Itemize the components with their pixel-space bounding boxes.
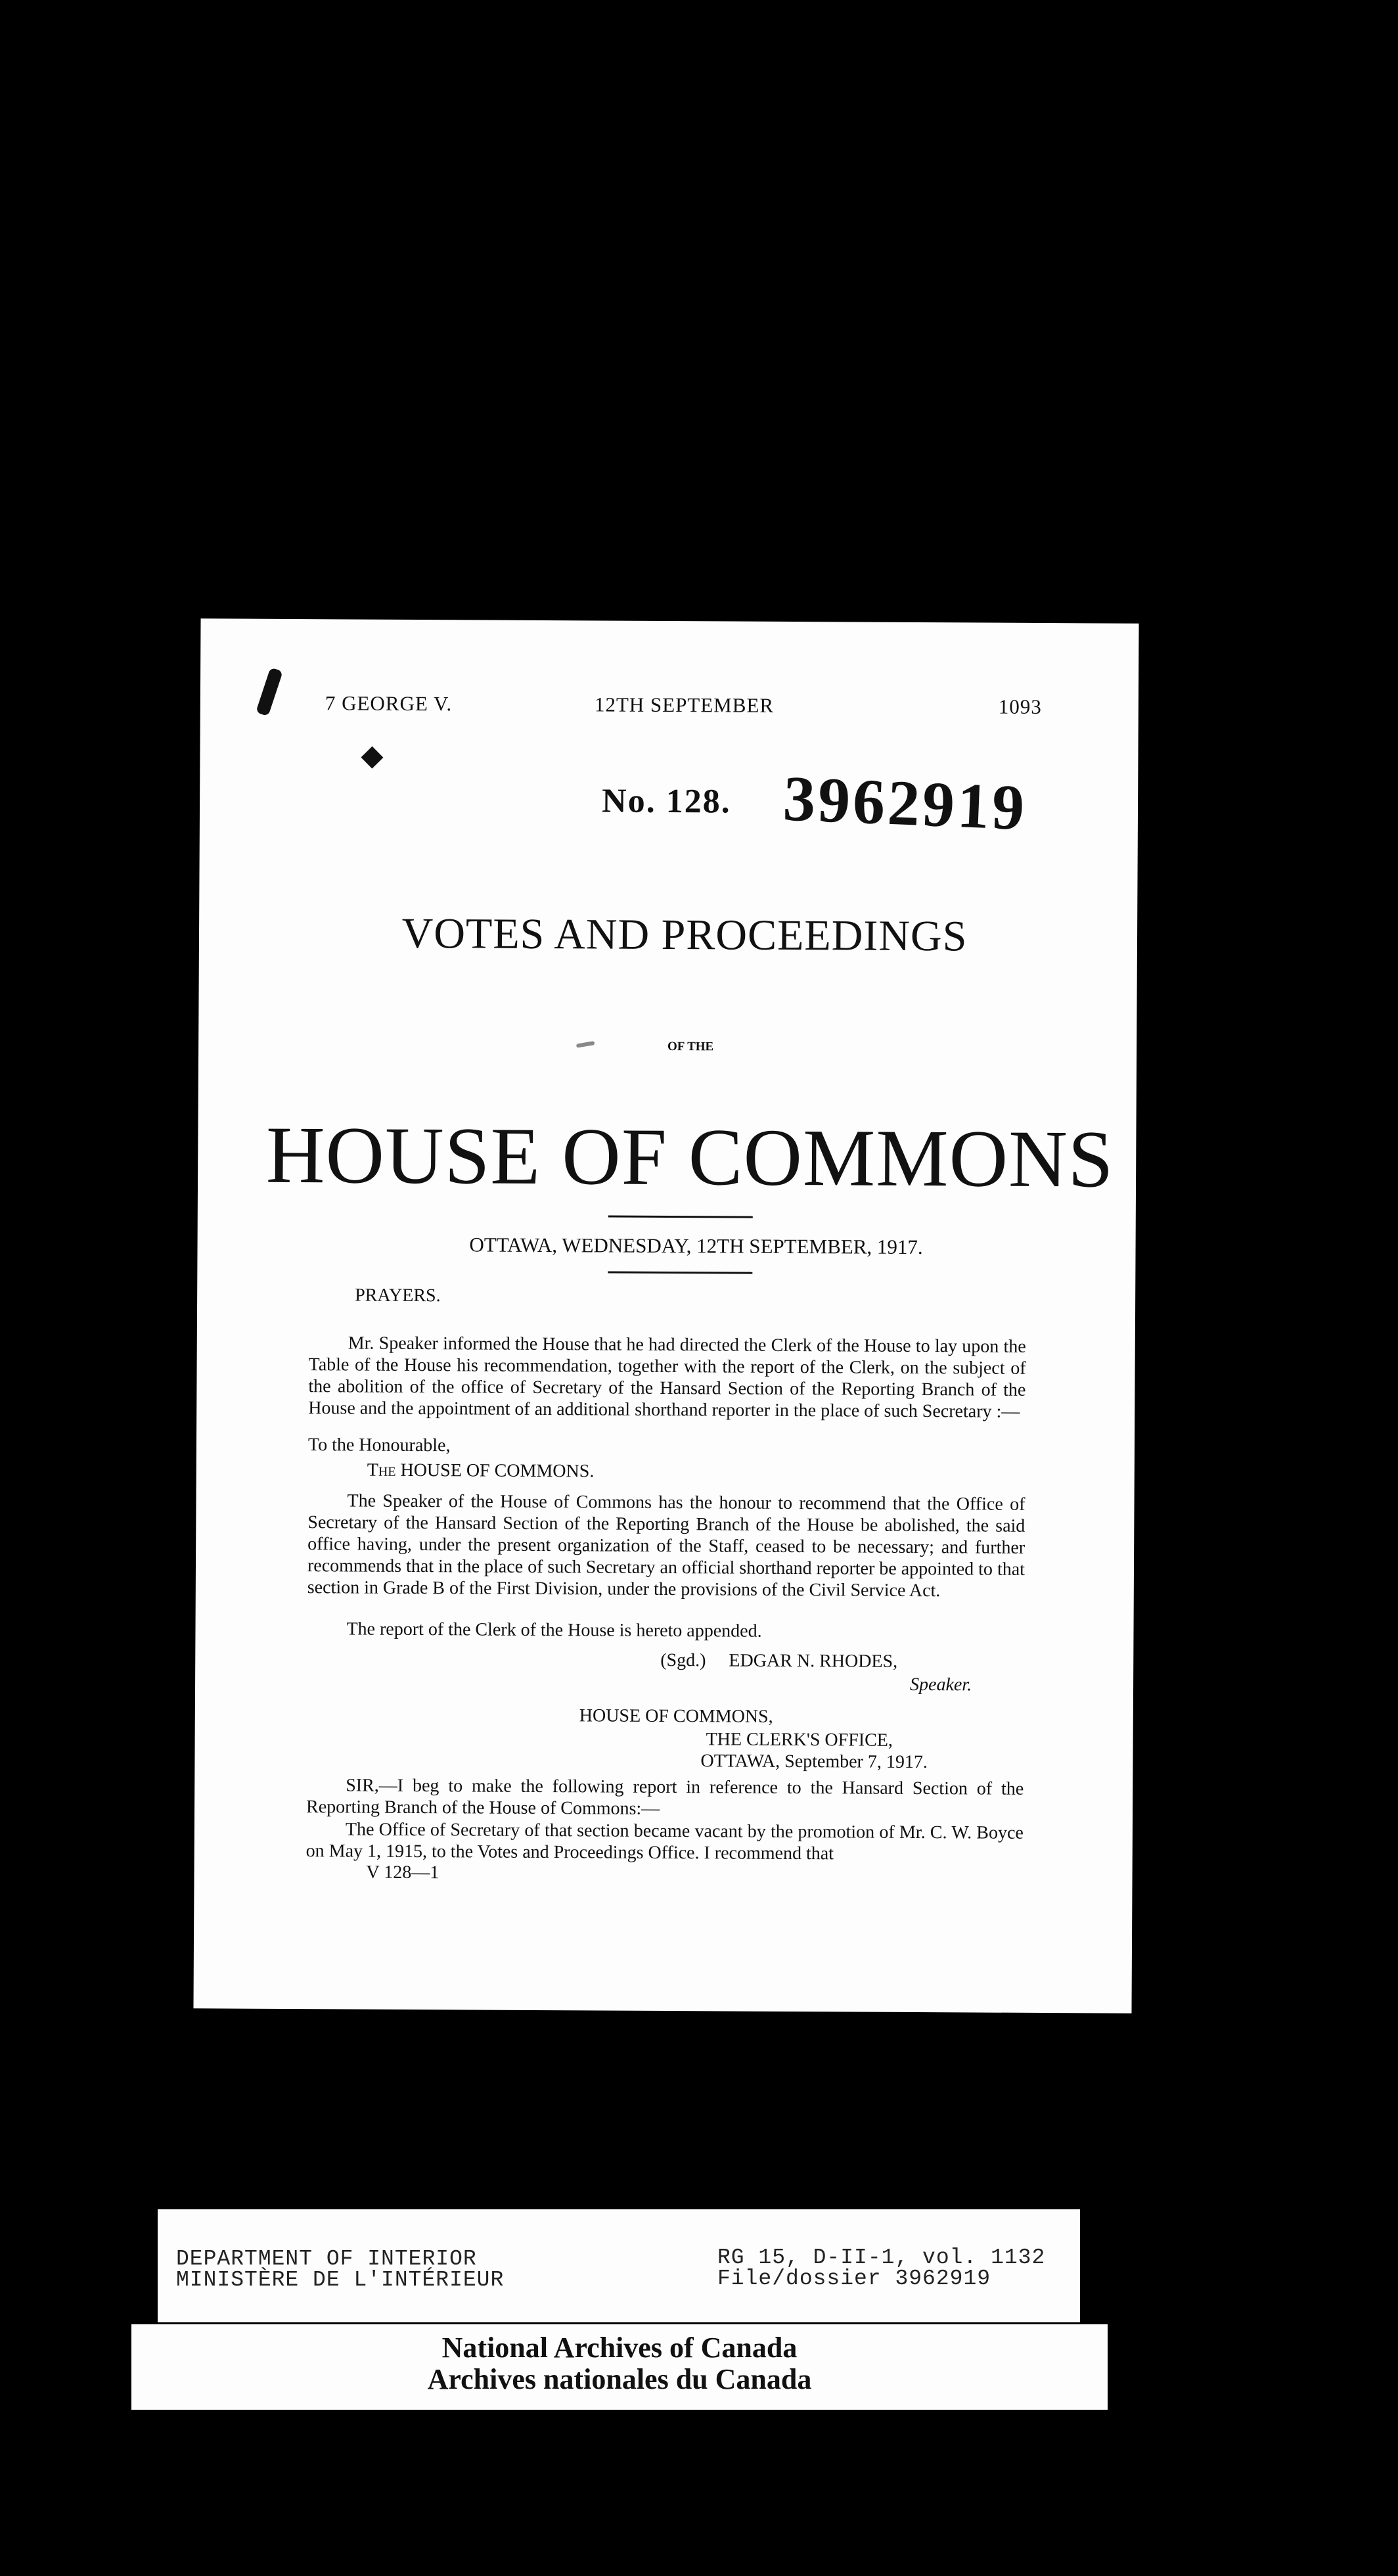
reference-block [717,2247,1045,2289]
paragraph-speaker-informed: Mr. Speaker informed the House that he had directed the Clerk of the House to lay upon the Table of the House his recommendation, together with the report of the Clerk, on the subject of the abolition of the office of Secretary of the Hansard Section of the Reporting Branch of the House and the appointment of an additional shorthand reporter in the place of such Secretary :— [308,1333,1026,1422]
divider-rule [608,1272,752,1274]
record-group-reference: RG 15, D-II-1, vol. 1132 [717,2245,1046,2270]
department-block [176,2249,504,2291]
of-the-caption: OF THE [667,1040,714,1054]
department-en: DEPARTMENT OF INTERIOR [176,2247,477,2271]
divider-rule [608,1216,753,1218]
document-page [193,618,1139,2013]
archives-name-en: National Archives of Canada [441,2332,798,2364]
signature-mark: V 128—1 [366,1862,440,1883]
archives-banner [131,2324,1108,2410]
prayers-heading: PRAYERS. [355,1285,441,1306]
address-house: HOUSE OF COMMONS, [579,1705,773,1727]
issue-number: No. 128. [601,782,731,821]
salutation-house: The HOUSE OF COMMONS. [367,1460,595,1482]
archives-name-fr: Archives nationales du Canada [427,2363,812,2395]
paragraph-recommendation: The Speaker of the House of Commons has the honour to recommend that the Office of Secretary of the Hansard Section of the Reporting Branch of the House be abolished, the said office having, under the present organization of the Staff, ceased to be necessary; and further recommends that in the place of such Secretary an official shorthand reporter be appointed to that section in Grade B of the First Division, under the provisions of the Civil Service Act. [307,1490,1026,1601]
file-reference: File/dossier 3962919 [717,2266,991,2291]
paragraph-sir: SIR,—I beg to make the following report in reference to the Hansard Section of the Reporting Branch of the House of Commons:— [305,1775,1024,1819]
address-date: OTTAWA, September 7, 1917. [700,1751,928,1773]
dateline: OTTAWA, WEDNESDAY, 12TH SEPTEMBER, 1917. [469,1233,923,1259]
signature: (Sgd.) EDGAR N. RHODES, [660,1649,898,1672]
address-office: THE CLERK'S OFFICE, [706,1729,893,1751]
file-number-stamp: 3962919 [782,763,1029,844]
document-title: VOTES AND PROCEEDINGS [401,909,968,961]
archive-reference-label [158,2209,1080,2322]
signature-title: Speaker. [909,1674,972,1695]
header-reign: 7 GEORGE V. [325,691,453,716]
ink-mark [256,668,283,717]
header-date: 12TH SEPTEMBER [594,693,775,717]
paragraph-report-appended: The report of the Clerk of the House is hereto appended. [346,1619,762,1642]
header-page-number: 1093 [998,695,1042,718]
house-heading: HOUSE OF COMMONS [265,1109,1114,1205]
paragraph-vacancy: The Office of Secretary of that section became vacant by the promotion of Mr. C. W. Boyce on May 1, 1915, to the Votes and Proceedings Office. I recommend that [305,1819,1024,1864]
ink-mark [361,747,383,769]
salutation-to: To the Honourable, [307,1435,451,1456]
department-fr: MINISTÈRE DE L'INTÉRIEUR [176,2268,505,2292]
